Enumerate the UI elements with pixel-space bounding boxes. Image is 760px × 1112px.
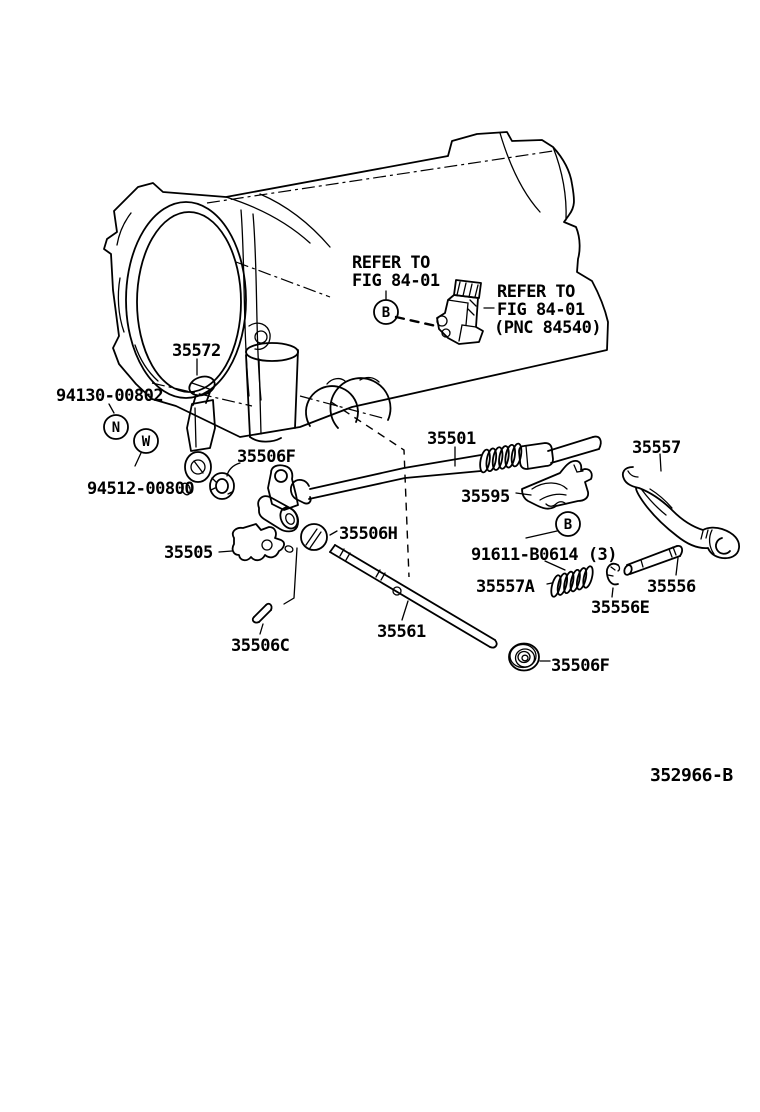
circled-letter-n-text: N [111, 420, 121, 436]
figure-code: 352966-B [650, 765, 733, 786]
circled-letter-b-upper [374, 300, 398, 324]
circled-letter-n [104, 415, 128, 439]
callout-35506f-upper: 35506F [237, 447, 296, 467]
note-refer-pnc-line1: REFER TO [497, 282, 575, 302]
grommet-35506f-upper-drawing [210, 463, 240, 499]
bracket-84540-drawing [437, 280, 494, 344]
callout-35572: 35572 [172, 341, 221, 361]
bell-opening-outer [126, 202, 246, 398]
callout-35506h: 35506H [339, 524, 398, 544]
callout-35506c: 35506C [231, 636, 290, 656]
note-refer-pnc-line3: (PNC 84540) [494, 318, 602, 338]
callout-35506f-lower: 35506F [551, 656, 610, 676]
callout-35557a: 35557A [476, 577, 535, 597]
spring-35557a-drawing [545, 561, 595, 598]
callout-35557: 35557 [632, 438, 681, 458]
eclip-35556e-drawing [607, 564, 620, 597]
circled-letter-b-lower-text: B [563, 517, 573, 533]
callout-94130-00802: 94130-00802 [56, 386, 164, 406]
dashed-line-b-to-bracket [396, 317, 436, 326]
circled-letter-b-lower [556, 512, 580, 536]
callout-94512-00800: 94512-00800 [87, 479, 195, 499]
callout-35556: 35556 [647, 577, 696, 597]
lever-35557-drawing [623, 454, 739, 558]
circled-letter-w [134, 429, 158, 453]
callout-35501: 35501 [427, 429, 476, 449]
washer-35506h-drawing [301, 524, 337, 550]
bell-opening-inner [137, 212, 241, 392]
pin-35556-drawing [623, 546, 682, 576]
note-refer-pnc-line2: FIG 84-01 [497, 300, 585, 320]
circled-letter-w-text: W [141, 434, 151, 450]
callout-35561: 35561 [377, 622, 426, 642]
callout-35556e: 35556E [591, 598, 650, 618]
callout-35505: 35505 [164, 543, 213, 563]
note-refer-b-line2: FIG 84-01 [352, 271, 440, 291]
callout-35595: 35595 [461, 487, 510, 507]
pin-35506c-drawing [253, 604, 272, 634]
grommet-35506f-lower-drawing [509, 644, 550, 671]
callout-91611-b0614: 91611-B0614 (3) [471, 545, 618, 565]
note-refer-b-line1: REFER TO [352, 253, 430, 273]
circled-letter-b-upper-text: B [381, 305, 391, 321]
